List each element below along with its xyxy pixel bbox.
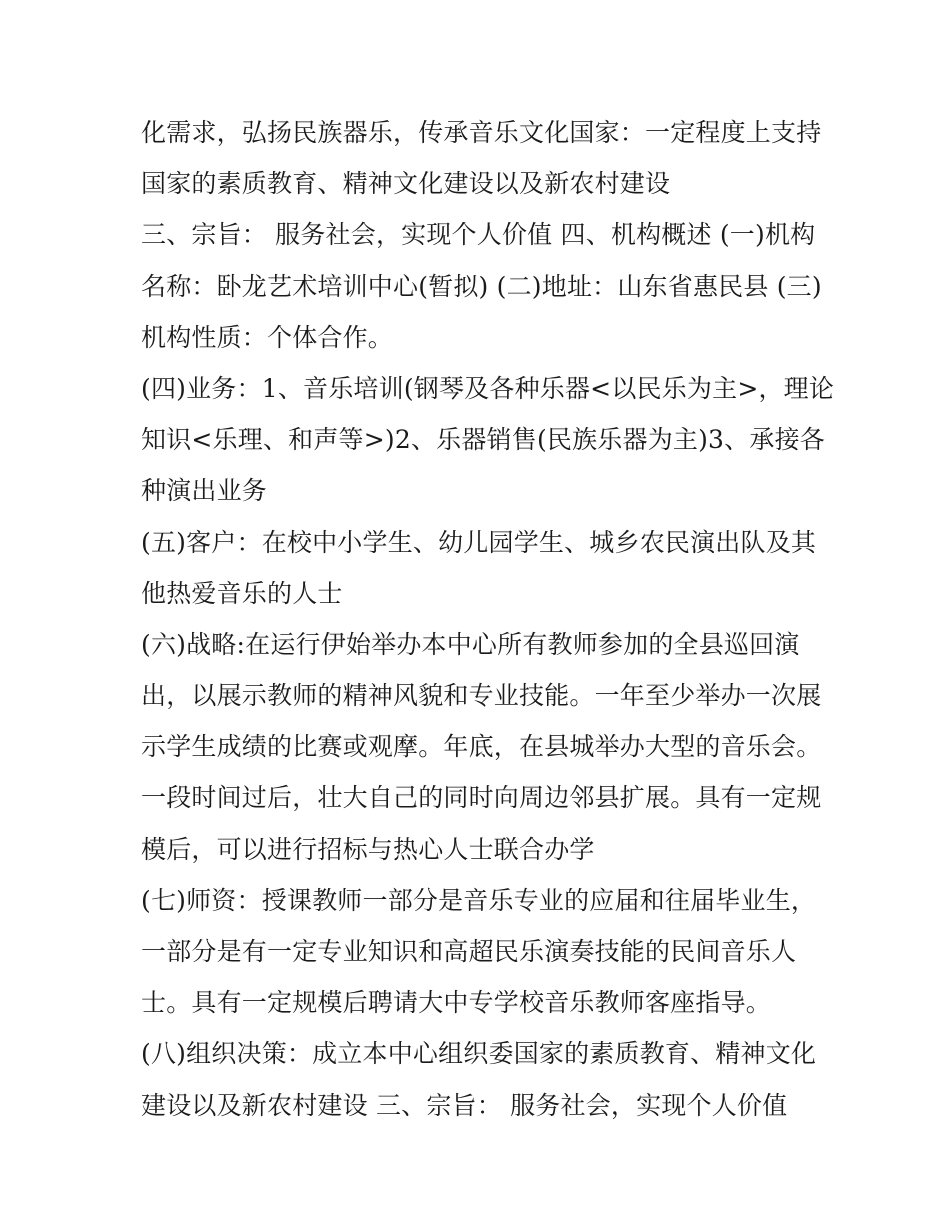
text-line: (七)师资：授课教师一部分是音乐专业的应届和往届毕业生， [141, 885, 817, 915]
text-line: 国家的素质教育、精神文化建设以及新农村建设 [141, 169, 671, 199]
text-line: 示学生成绩的比赛或观摩。年底，在县城举办大型的音乐会。 [141, 732, 822, 762]
text-line: 一段时间过后，壮大自己的同时向周边邻县扩展。具有一定规 [141, 783, 822, 813]
text-line: 出，以展示教师的精神风貌和专业技能。一年至少举办一次展 [141, 681, 822, 711]
text-line: (五)客户：在校中小学生、幼儿园学生、城乡农民演出队及其 [141, 527, 817, 557]
text-line: 他热爱音乐的人士 [141, 578, 343, 608]
text-line: 名称：卧龙艺术培训中心(暂拟) (二)地址：山东省惠民县 (三) [141, 271, 822, 301]
text-line: 化需求，弘扬民族器乐，传承音乐文化国家：一定程度上支持 [141, 118, 822, 147]
text-line: 种演出业务 [141, 476, 268, 506]
text-line: (八)组织决策：成立本中心组织委国家的素质教育、精神文化 [141, 1039, 817, 1069]
text-line: 建设以及新农村建设 三、宗旨： 服务社会，实现个人价值 [141, 1090, 788, 1120]
text-line: (四)业务：1、音乐培训(钢琴及各种乐器<以民乐为主>，理论 [141, 373, 835, 403]
text-line: 机构性质：个体合作。 [141, 322, 394, 352]
text-line: 知识<乐理、和声等>)2、乐器销售(民族乐器为主)3、承接各 [141, 425, 825, 455]
text-line: 三、宗旨： 服务社会，实现个人价值 四、机构概述 (一)机构 [141, 220, 816, 250]
text-line: 模后，可以进行招标与热心人士联合办学 [141, 834, 595, 864]
document-body [141, 107, 835, 1131]
text-line: (六)战略:在运行伊始举办本中心所有教师参加的全县巡回演 [141, 629, 800, 659]
text-line: 一部分是有一定专业知识和高超民乐演奏技能的民间音乐人 [141, 937, 797, 966]
text-line: 士。具有一定规模后聘请大中专学校音乐教师客座指导。 [141, 988, 772, 1018]
